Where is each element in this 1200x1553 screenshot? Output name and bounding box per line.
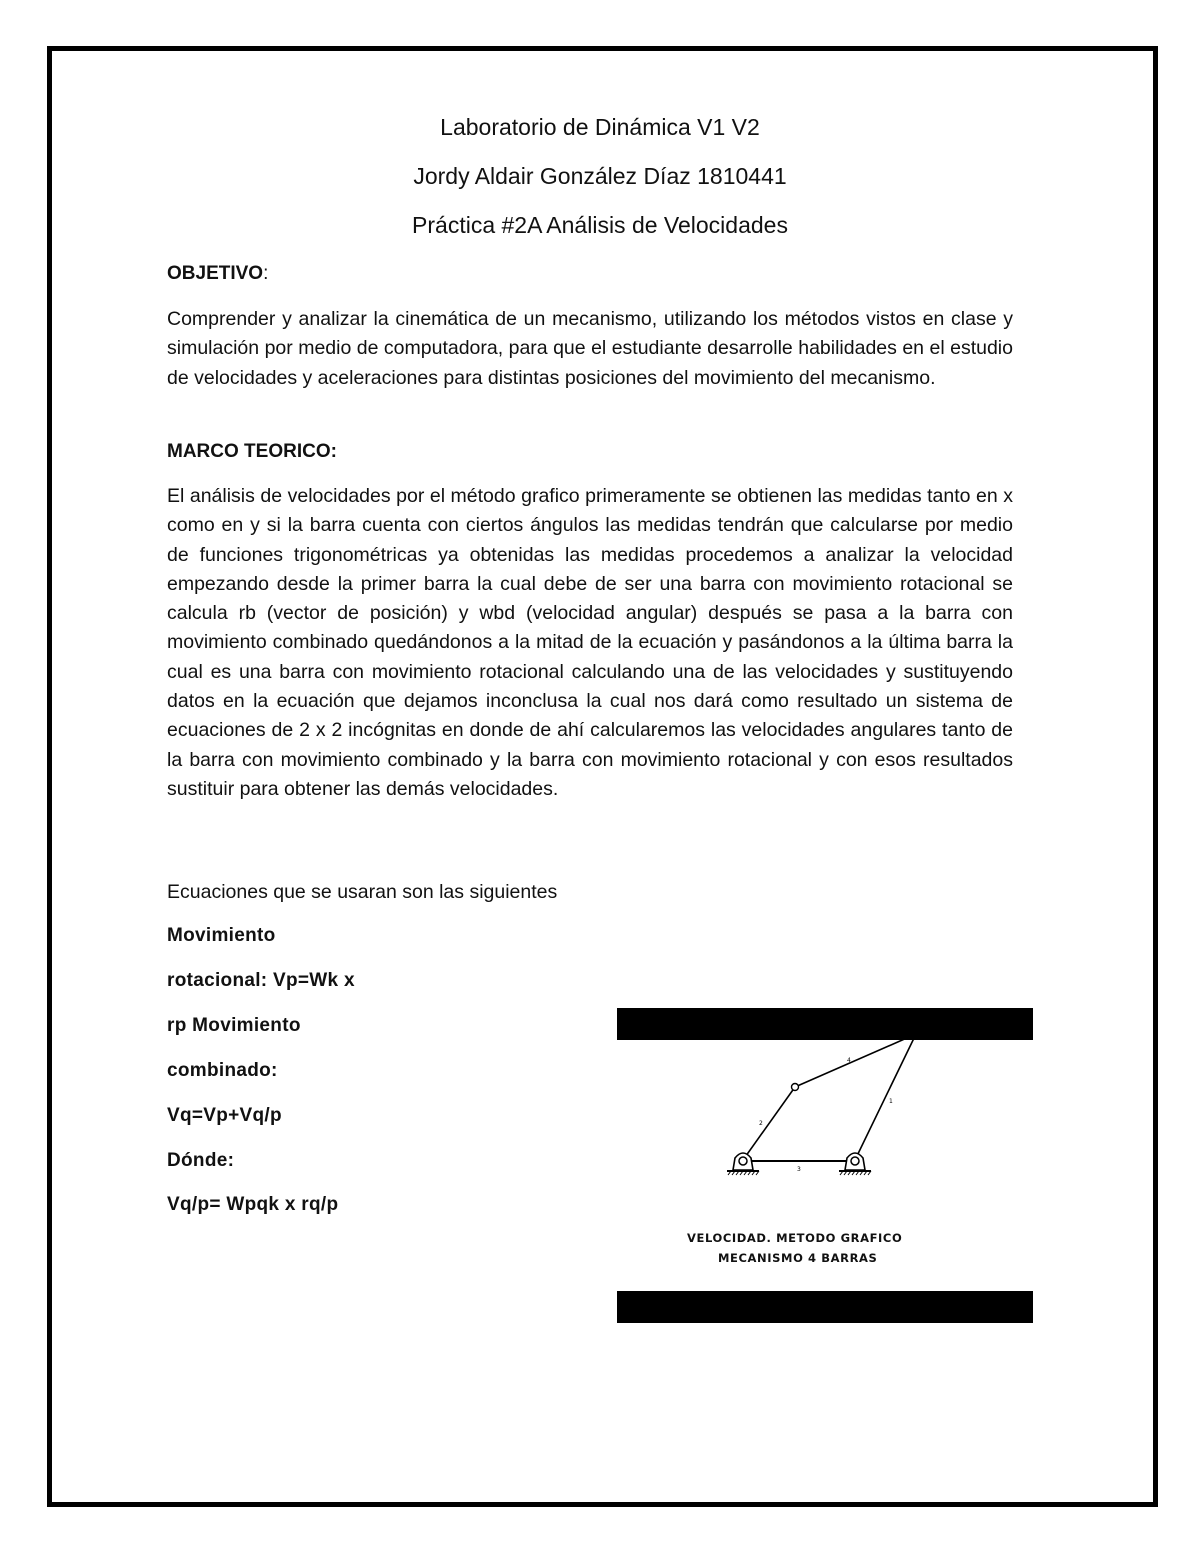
mechanism-figure [617,1008,1033,1322]
link-label: 4 [847,1057,851,1064]
link-coupler [795,1040,916,1087]
ground-pivot-left [727,1153,759,1175]
author-line: Jordy Aldair González Díaz 1810441 [413,163,787,189]
objetivo-heading-text: OBJETIVO [167,263,264,284]
practice-title: Práctica #2A Análisis de Velocidades [412,212,788,238]
objetivo-heading [167,261,268,287]
pin-joint-a [792,1084,799,1091]
link-label: 2 [759,1120,763,1127]
equation-line: Dónde: [167,1150,235,1171]
equation-line: rotacional: Vp=Wk x [167,970,355,991]
link-label: 3 [797,1166,801,1173]
link-output [855,1040,916,1160]
figure-caption-line2: MECANISMO 4 BARRAS [718,1251,878,1265]
equation-line: combinado: [167,1060,278,1081]
equation-line: Vq/p= Wpqk x rq/p [167,1194,339,1215]
ground-pivot-right [839,1153,871,1175]
link-label: 1 [889,1098,893,1105]
link-input [743,1087,795,1160]
figure-caption-line1: VELOCIDAD. METODO GRAFICO [687,1231,903,1245]
equation-line: Movimiento [167,925,276,946]
marco-teorico-heading: MARCO TEORICO: [167,441,337,462]
figure-top-bar [617,1008,1033,1040]
marco-teorico-paragraph: El análisis de velocidades por el método grafico primeramente se obtienen las medidas tanto en x como en y si la barra cuenta con ciertos ángulos las medidas tendrán que calcularse por medio de funciones trigonométricas ya obtenidas las medidas procedemos a analizar la velocidad empezando desde la primer barra la cual debe de ser una barra con movimiento rotacional se calcula rb (vector de posición) y wbd (velocidad angular) después se pasa a la barra con movimiento combinado quedándonos a la mitad de la ecuación y pasándonos a la última barra la cual es una barra con movimiento rotacional calculando una de las velocidades y sustituyendo datos en la ecuación que dejamos inconclusa la cual nos dará como resultado un sistema de ecuaciones de 2 x 2 incógnitas en donde de ahí calcularemos las velocidades angulares tanto de la barra con movimiento combinado y la barra con movimiento rotacional y con esos resultados sustituir para obtener las demás velocidades. [167,485,1013,800]
equation-line: Vq=Vp+Vq/p [167,1105,282,1126]
ecuaciones-intro: Ecuaciones que se usaran son las siguientes [167,881,558,903]
equation-line: rp Movimiento [167,1015,301,1036]
objetivo-heading-colon: : [263,263,269,284]
figure-bottom-bar [617,1291,1033,1323]
objetivo-paragraph: Comprender y analizar la cinemática de un mecanismo, utilizando los métodos vistos en clase y simulación por medio de computadora, para que el estudiante desarrolle habilidades en el estudio de velocidades y aceleraciones para distintas posiciones del movimiento del mecanismo. [167,308,1013,389]
document-title: Laboratorio de Dinámica V1 V2 [440,114,760,140]
